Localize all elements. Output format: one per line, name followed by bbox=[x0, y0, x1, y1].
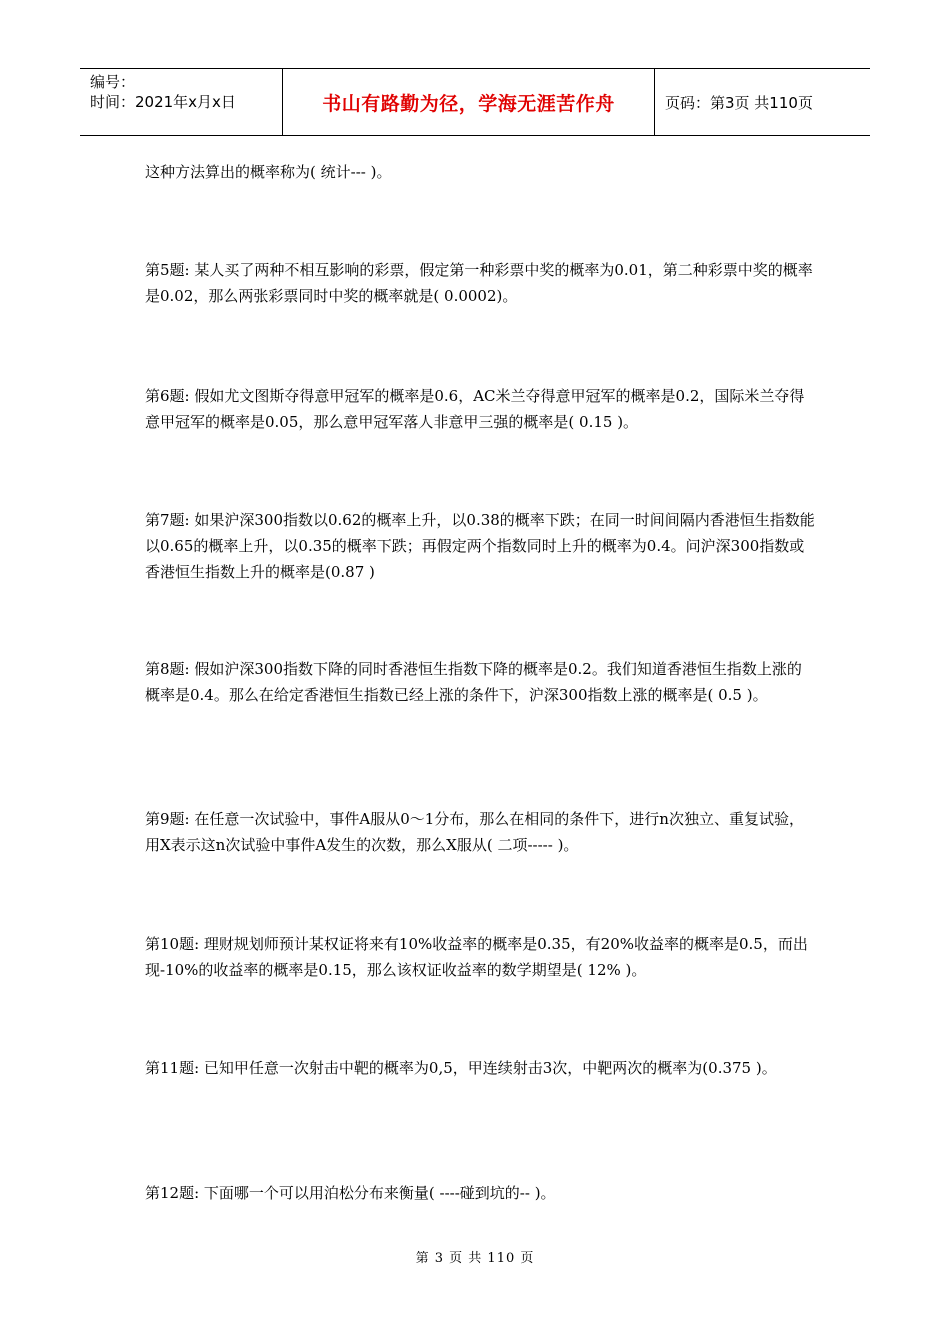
question-8: 第8题: 假如沪深300指数下降的同时香港恒生指数下降的概率是0.2。我们知道香港恒生指数上涨的概率是0.4。那么在给定香港恒生指数已经上涨的条件下，沪深300指数上涨的概率是( 0.5 )。 bbox=[145, 660, 802, 704]
header-meta bbox=[80, 69, 282, 135]
page-header bbox=[80, 68, 870, 136]
question-11: 第11题: 已知甲任意一次射击中靶的概率为0,5，甲连续射击3次，中靶两次的概率为(0.375 )。 bbox=[145, 1059, 777, 1077]
question-6: 第6题: 假如尤文图斯夺得意甲冠军的概率是0.6，AC米兰夺得意甲冠军的概率是0.2，国际米兰夺得意甲冠军的概率是0.05，那么意甲冠军落人非意甲三强的概率是( 0.15 )。 bbox=[145, 387, 805, 431]
document-date-label: 时间：2021年x月x日 bbox=[90, 93, 236, 111]
question-7: 第7题: 如果沪深300指数以0.62的概率上升，以0.38的概率下跌；在同一时间间隔内香港恒生指数能以0.65的概率上升，以0.35的概率下跌；再假定两个指数同时上升的概率为0.4。问沪深300指数或香港恒生指数上升的概率是(0.87 ) bbox=[145, 511, 815, 581]
page-footer: 第 3 页 共 110 页 bbox=[415, 1251, 535, 1266]
question-12: 第12题: 下面哪一个可以用泊松分布来衡量( ----碰到坑的-- )。 bbox=[145, 1184, 556, 1202]
question-9: 第9题: 在任意一次试验中，事件A服从0～1分布，那么在相同的条件下，进行n次独立、重复试验，用X表示这n次试验中事件A发生的次数，那么X服从( 二项----- )。 bbox=[145, 810, 804, 854]
question-5: 第5题: 某人买了两种不相互影响的彩票，假定第一种彩票中奖的概率为0.01，第二种彩票中奖的概率是0.02，那么两张彩票同时中奖的概率就是( 0.0002)。 bbox=[145, 261, 813, 305]
question-10: 第10题: 理财规划师预计某权证将来有10%收益率的概率是0.35，有20%收益率的概率是0.5，而出现-10%的收益率的概率是0.15，那么该权证收益率的数学期望是( 12% )。 bbox=[145, 935, 808, 979]
document-number-label: 编号： bbox=[90, 73, 136, 91]
header-page-info: 页码：第3页 共110页 bbox=[665, 93, 813, 112]
paragraph-intro: 这种方法算出的概率称为( 统计--- )。 bbox=[145, 163, 392, 181]
header-motto: 书山有路勤为径，学海无涯苦作舟 bbox=[282, 69, 655, 135]
